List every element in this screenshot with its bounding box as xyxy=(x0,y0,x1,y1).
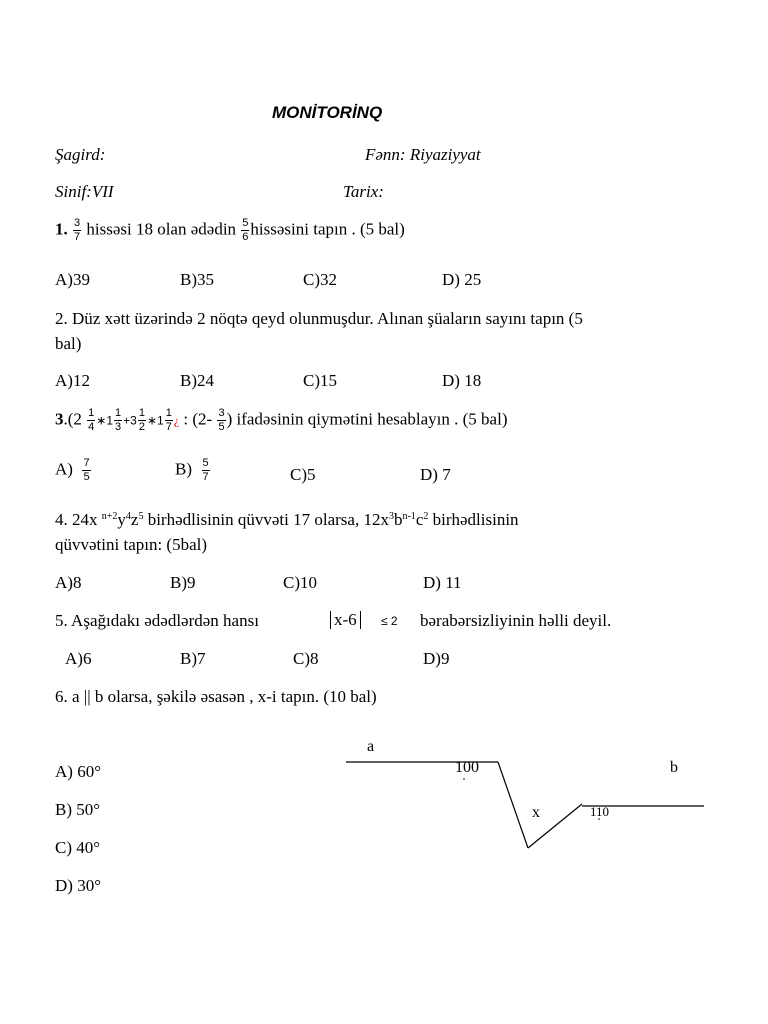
label-b: b xyxy=(670,759,678,776)
fraction: $\frac{3}{7}$ xyxy=(74,217,81,243)
option-b: B)7 xyxy=(180,649,206,668)
question-1-number: 1. xyxy=(55,219,68,239)
option-b: B)9 xyxy=(170,573,196,592)
degree-mark xyxy=(463,778,465,780)
student-label: Şagird: xyxy=(55,145,106,164)
question-3: 3.(2 $\frac{1}{4}$ ∗1 $\frac{1}{3}$ +3 $\frac{1}{2}$ ∗1 $\frac{1}{7}$ ¿ : (2- $\frac{3}{5}$ ) ifadəsinin qiymətini hesablayın . (5 bal) xyxy=(55,407,508,433)
option-c: C)15 xyxy=(303,371,337,390)
fraction: $\frac{1}{4}$ xyxy=(88,407,95,433)
option-a: A)8 xyxy=(55,573,82,592)
option-c: C)8 xyxy=(293,649,319,668)
absolute-value-expression: x-6 xyxy=(330,610,361,630)
question-3-number: 3 xyxy=(55,409,64,429)
option-d: D) 30° xyxy=(55,876,101,895)
fraction: $\frac{1}{7}$ xyxy=(165,407,172,433)
option-b: B) 50° xyxy=(55,800,101,819)
option-a: A)39 xyxy=(55,270,90,289)
option-d: D) 25 xyxy=(442,270,482,289)
angle-label-110: 110 xyxy=(590,804,610,819)
page-title: MONİTORİNQ xyxy=(272,103,383,122)
angle-label-x: x xyxy=(532,804,540,821)
option-d: D) 18 xyxy=(442,371,482,390)
fraction: $\frac{1}{2}$ xyxy=(138,407,145,433)
option-c: C)10 xyxy=(283,573,317,592)
option-a: A)12 xyxy=(55,371,90,390)
fraction: $\frac{5}{7}$ xyxy=(202,457,209,483)
fraction: $\frac{1}{3}$ xyxy=(115,407,122,433)
option-b: B)35 xyxy=(180,270,214,289)
option-d: D)9 xyxy=(423,649,450,668)
fraction: $\frac{7}{5}$ xyxy=(83,457,90,483)
question-1: 1. $\frac{3}{7}$ hissəsi 18 olan ədədin $\frac{5}{6}$ hissəsini tapın . (5 bal) xyxy=(55,217,405,243)
option-d: D) 7 xyxy=(420,465,451,484)
date-label: Tarix: xyxy=(343,182,384,201)
option-b: B)24 xyxy=(180,371,214,390)
option-b: B) $\frac{5}{7}$ xyxy=(175,457,209,483)
question-2-line-2: bal) xyxy=(55,334,82,353)
question-5-text: 5. Aşağıdakı ədədlərdən hansı xyxy=(55,611,259,630)
fraction: $\frac{3}{5}$ xyxy=(218,407,225,433)
fraction: $\frac{5}{6}$ xyxy=(242,217,249,243)
option-d: D) 11 xyxy=(423,573,462,592)
label-a: a xyxy=(367,738,375,755)
question-6-text: 6. a || b olarsa, şəkilə əsasən , x-i tapın. (10 bal) xyxy=(55,687,377,706)
subject-label: Fənn: Riyaziyyat xyxy=(365,145,481,164)
question-2-line-1: 2. Düz xətt üzərində 2 nöqtə qeyd olunmuşdur. Alınan şüaların sayını tapın (5 xyxy=(55,309,583,328)
option-a: A) $\frac{7}{5}$ xyxy=(55,457,90,483)
stray-glyph: ¿ xyxy=(173,413,180,428)
transversal-segment-1 xyxy=(498,762,528,848)
inequality-sign: ≤ 2 xyxy=(381,614,398,628)
question-4-line-2: qüvvətini tapın: (5bal) xyxy=(55,535,208,554)
option-a: A)6 xyxy=(65,649,92,668)
option-c: C)5 xyxy=(290,465,316,484)
option-a: A) 60° xyxy=(55,762,101,781)
option-c: C) 40° xyxy=(55,838,101,857)
question-4-line-1: 4. 24x $^{n+2}y^4z^5$ birhədlisinin qüvvəti 17 olarsa, $12x^3b^{n-1}c^2$ birhədlisinin xyxy=(55,510,519,529)
class-label: Sinif:VII xyxy=(55,182,114,201)
question-5-text-end: bərabərsizliyinin həlli deyil. xyxy=(420,611,612,630)
option-c: C)32 xyxy=(303,270,337,289)
angle-label-100: 100 xyxy=(455,759,479,776)
